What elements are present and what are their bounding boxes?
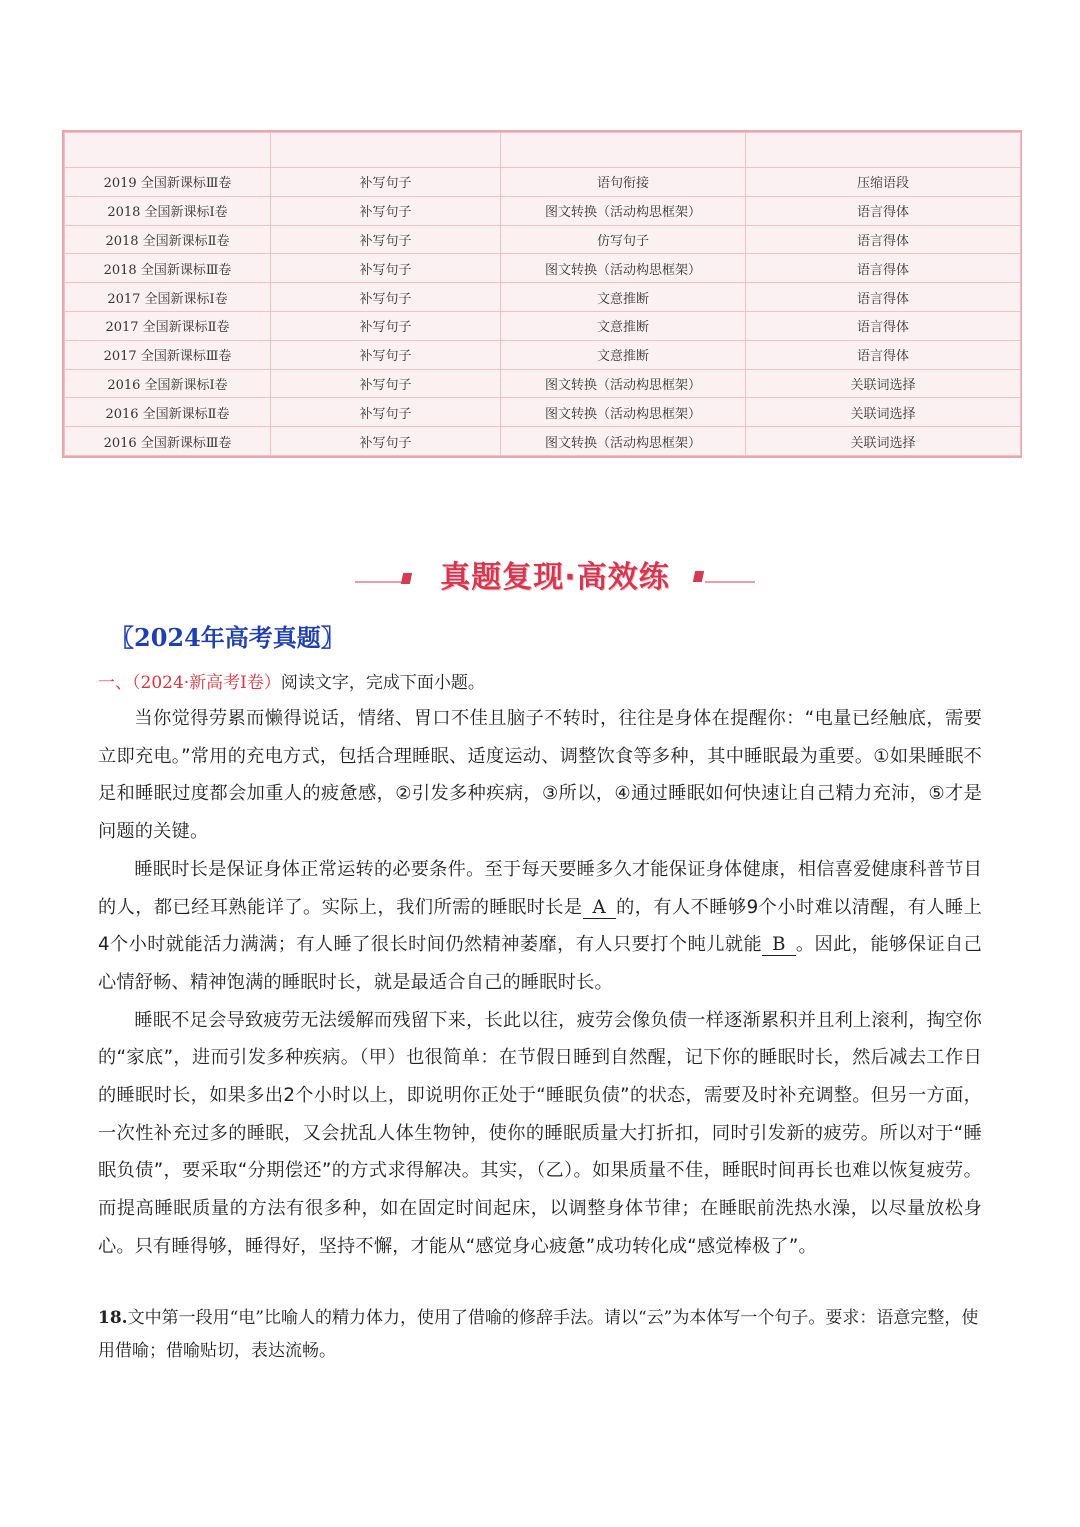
- table-cell: 语言得体: [746, 283, 1021, 312]
- table-cell: 补写句子: [271, 398, 501, 427]
- question-source: 一、（2024·新高考Ⅰ卷）: [98, 673, 281, 693]
- table-cell: 文意推断: [501, 311, 746, 340]
- table-cell: [746, 133, 1021, 168]
- banner-right-marker-icon: [693, 571, 704, 582]
- table-cell: 语言得体: [746, 196, 1021, 225]
- table-cell: 补写句子: [271, 225, 501, 254]
- table-cell: 关联词选择: [746, 398, 1021, 427]
- table-cell: [501, 133, 746, 168]
- table-cell: 2016 全国新课标Ⅰ卷: [65, 369, 271, 398]
- table-cell: 文意推断: [501, 283, 746, 312]
- question-instruction: 阅读文字，完成下面小题。: [280, 673, 485, 693]
- table-row: [65, 196, 1021, 225]
- table-cell: 语言得体: [746, 340, 1021, 369]
- question-number: 18.: [98, 1308, 128, 1328]
- banner-title: 真题复现·高效练: [440, 560, 670, 595]
- table-cell: 2019 全国新课标Ⅲ卷: [65, 168, 271, 197]
- passage-paragraph-2: [98, 851, 982, 1002]
- table-cell: 补写句子: [271, 283, 501, 312]
- table-header-row: [65, 133, 1021, 168]
- table-cell: 仿写句子: [501, 225, 746, 254]
- table-row: [65, 283, 1021, 312]
- table-cell: 图文转换（活动构思框架）: [501, 398, 746, 427]
- table-cell: 关联词选择: [746, 369, 1021, 398]
- table-row: [65, 225, 1021, 254]
- passage-paragraph-3: 睡眠不足会导致疲劳无法缓解而残留下来，长此以往，疲劳会像负债一样逐渐累积并且利上滚利，掏空你的“家底”，进而引发多种疾病。（甲）也很简单：在节假日睡到自然醒，记下你的睡眠时长，然后减去工作日的睡眠时长，如果多出2个小时以上，即说明你正处于“睡眠负债”的状态，需要及时补充调整。但另一方面，一次性补充过多的睡眠，又会扰乱人体生物钟，使你的睡眠质量大打折扣，同时引发新的疲劳。所以对于“睡眠负债”，要采取“分期偿还”的方式求得解决。其实，（乙）。如果质量不佳，睡眠时间再长也难以恢复疲劳。而提高睡眠质量的方法有很多种，如在固定时间起床，以调整身体节律；在睡眠前洗热水澡，以尽量放松身心。只有睡得够，睡得好，坚持不懈，才能从“感觉身心疲惫”成功转化成“感觉棒极了”。: [98, 1009, 982, 1257]
- passage-paragraph-1: 当你觉得劳累而懒得说话，情绪、胃口不佳且脑子不转时，往往是身体在提醒你：“电量已经触底，需要立即充电。”常用的充电方式，包括合理睡眠、适度运动、调整饮食等多种，其中睡眠最为重要。①如果睡眠不足和睡眠过度都会加重人的疲惫感，②引发多种疾病，③所以，④通过睡眠如何快速让自己精力充沛，⑤才是问题的关键。: [98, 708, 982, 843]
- table-cell: 图文转换（活动构思框架）: [501, 427, 746, 456]
- table-cell: 2018 全国新课标Ⅲ卷: [65, 254, 271, 283]
- section-banner: [355, 548, 755, 598]
- table-cell: 2017 全国新课标Ⅲ卷: [65, 340, 271, 369]
- table-cell: 压缩语段: [746, 168, 1021, 197]
- table-cell: 关联词选择: [746, 427, 1021, 456]
- table-cell: 2018 全国新课标Ⅰ卷: [65, 196, 271, 225]
- table-row: [65, 369, 1021, 398]
- table-row: [65, 254, 1021, 283]
- table-cell: 2016 全国新课标Ⅱ卷: [65, 398, 271, 427]
- table-cell: 补写句子: [271, 311, 501, 340]
- table-cell: 补写句子: [271, 196, 501, 225]
- table-cell: 2016 全国新课标Ⅲ卷: [65, 427, 271, 456]
- section-heading: 〖2024年高考真题〗: [110, 623, 345, 652]
- reading-passage: [98, 700, 982, 1266]
- table-cell: 2017 全国新课标Ⅰ卷: [65, 283, 271, 312]
- table-cell: [271, 133, 501, 168]
- table-cell: 图文转换（活动构思框架）: [501, 369, 746, 398]
- table-cell: 补写句子: [271, 369, 501, 398]
- table-cell: 补写句子: [271, 340, 501, 369]
- table-row: [65, 340, 1021, 369]
- table-cell: 图文转换（活动构思框架）: [501, 196, 746, 225]
- blank-b: B: [762, 935, 796, 956]
- table-cell: 2018 全国新课标Ⅱ卷: [65, 225, 271, 254]
- question-header: [98, 668, 485, 693]
- table-row: [65, 311, 1021, 340]
- table-cell: 补写句子: [271, 427, 501, 456]
- table-row: [65, 398, 1021, 427]
- banner-left-marker-icon: [401, 573, 412, 584]
- question-18: [98, 1302, 982, 1368]
- table-cell: 补写句子: [271, 168, 501, 197]
- table-cell: [65, 133, 271, 168]
- table-cell: 图文转换（活动构思框架）: [501, 254, 746, 283]
- table-cell: 语言得体: [746, 225, 1021, 254]
- banner-left-line: [355, 581, 403, 583]
- table-cell: 文意推断: [501, 340, 746, 369]
- table-cell: 语句衔接: [501, 168, 746, 197]
- table-row: [65, 427, 1021, 456]
- table-cell: 补写句子: [271, 254, 501, 283]
- exam-summary-table: [62, 130, 1022, 458]
- table-row: [65, 168, 1021, 197]
- paragraph-2-text-c: 。因此，能够保证自己心情舒畅、精神饱满的睡眠时长，就是最适合自己的睡眠时长。: [98, 934, 982, 993]
- table-cell: 2017 全国新课标Ⅱ卷: [65, 311, 271, 340]
- banner-right-line: [705, 581, 755, 583]
- paragraph-2-text-b: 的，有人不睡够9个小时难以清醒，有人睡上4个小时就能活力满满；有人睡了很长时间仍然精神萎靡，有人只要打个盹儿就能: [98, 896, 982, 956]
- question-text: 文中第一段用“电”比喻人的精力体力，使用了借喻的修辞手法。请以“云”为本体写一个句子。要求：语意完整，使用借喻；借喻贴切，表达流畅。: [98, 1308, 979, 1361]
- table-cell: 语言得体: [746, 311, 1021, 340]
- table-cell: 语言得体: [746, 254, 1021, 283]
- paragraph-2-text-a: 睡眠时长是保证身体正常运转的必要条件。至于每天要睡多久才能保证身体健康，相信喜爱健康科普节目的人，都已经耳熟能详了。实际上，我们所需的睡眠时长是: [98, 858, 982, 918]
- blank-a: A: [583, 898, 616, 919]
